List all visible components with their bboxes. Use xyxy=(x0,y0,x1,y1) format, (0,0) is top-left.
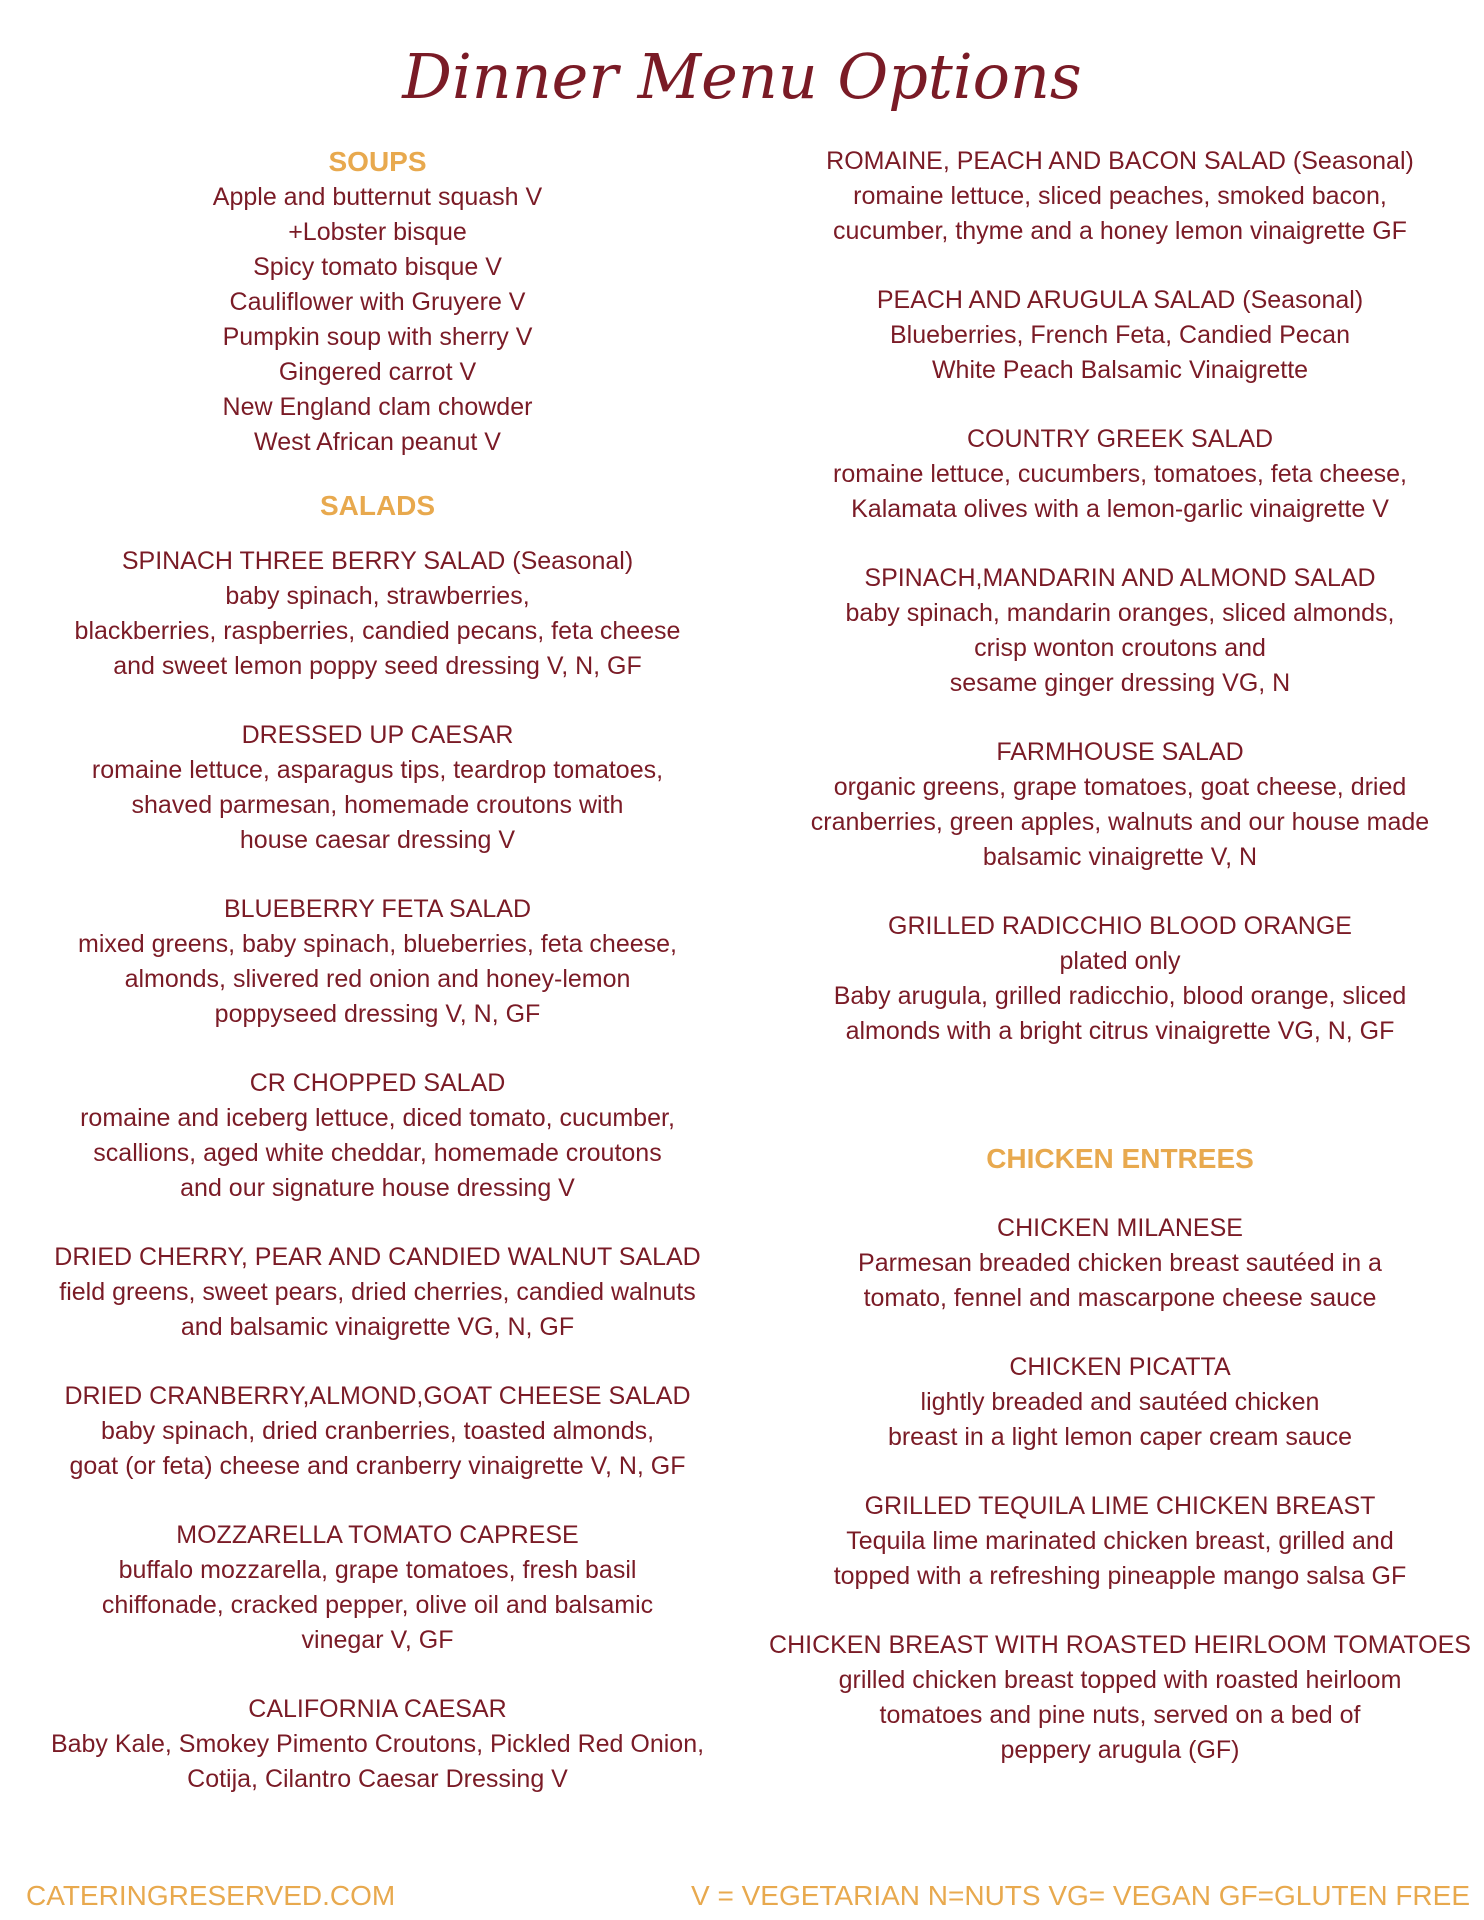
menu-item xyxy=(760,1628,1480,1768)
menu-item xyxy=(760,909,1480,1049)
soup-item: New England clam chowder xyxy=(222,393,533,421)
menu-item-description: blackberries, raspberries, candied pecans, feta cheese xyxy=(74,617,681,645)
salads-section xyxy=(10,488,745,1797)
menu-item-description: Cotija, Cilantro Caesar Dressing V xyxy=(187,1765,568,1793)
menu-item-description: Parmesan breaded chicken breast sautéed in a xyxy=(858,1249,1382,1277)
soup-item: +Lobster bisque xyxy=(288,218,467,246)
menu-item-description: sesame ginger dressing VG, N xyxy=(949,669,1291,697)
menu-item-description: romaine lettuce, asparagus tips, teardrop tomatoes, xyxy=(91,756,664,784)
menu-item-description: poppyseed dressing V, N, GF xyxy=(214,1000,541,1028)
menu-item-name: GRILLED TEQUILA LIME CHICKEN BREAST xyxy=(864,1492,1376,1520)
menu-item-description: topped with a refreshing pineapple mango salsa GF xyxy=(833,1562,1407,1590)
menu-item-name: MOZZARELLA TOMATO CAPRESE xyxy=(176,1521,579,1549)
menu-item-name: SPINACH THREE BERRY SALAD (Seasonal) xyxy=(121,547,634,575)
soup-item: Pumpkin soup with sherry V xyxy=(222,323,533,351)
soup-item: Spicy tomato bisque V xyxy=(253,253,502,281)
chicken-heading: CHICKEN ENTREES xyxy=(986,1143,1254,1174)
website-link[interactable]: CATERINGRESERVED.COM xyxy=(26,1880,396,1911)
menu-item-description: Kalamata olives with a lemon-garlic vinaigrette V xyxy=(851,495,1389,523)
menu-item-description: house caesar dressing V xyxy=(239,826,516,854)
menu-item xyxy=(10,544,745,684)
menu-item xyxy=(10,1518,745,1658)
menu-item xyxy=(760,1211,1480,1316)
salads-heading: SALADS xyxy=(319,490,436,521)
menu-item-description: field greens, sweet pears, dried cherries, candied walnuts xyxy=(59,1278,696,1306)
right-column xyxy=(760,144,1480,1802)
menu-item xyxy=(760,1489,1480,1594)
salads-left-list xyxy=(10,544,745,1797)
menu-item xyxy=(10,1379,745,1484)
menu-item-description: peppery arugula (GF) xyxy=(1000,1736,1240,1764)
menu-item-description: and our signature house dressing V xyxy=(180,1174,575,1202)
menu-item-name: CHICKEN MILANESE xyxy=(997,1214,1243,1242)
menu-item-description: chiffonade, cracked pepper, olive oil and balsamic xyxy=(101,1591,654,1619)
menu-item-name: CHICKEN BREAST WITH ROASTED HEIRLOOM TOMATOES xyxy=(769,1631,1471,1659)
soup-item: Gingered carrot V xyxy=(278,358,477,386)
menu-item-description: vinegar V, GF xyxy=(301,1626,454,1654)
menu-item-name: FARMHOUSE SALAD xyxy=(996,738,1244,766)
menu-item-name: BLUEBERRY FETA SALAD xyxy=(223,895,532,923)
menu-item-name: GRILLED RADICCHIO BLOOD ORANGE xyxy=(888,912,1352,940)
menu-item-name: DRIED CRANBERRY,ALMOND,GOAT CHEESE SALAD xyxy=(64,1382,691,1410)
soup-item: Cauliflower with Gruyere V xyxy=(229,288,526,316)
menu-item-description: tomatoes and pine nuts, served on a bed of xyxy=(879,1701,1361,1729)
menu-item-description: plated only xyxy=(1059,947,1181,975)
dietary-legend: V = VEGETARIAN N=NUTS VG= VEGAN GF=GLUTEN FREE xyxy=(691,1880,1470,1911)
menu-item-description: Tequila lime marinated chicken breast, grilled and xyxy=(846,1527,1394,1555)
menu-item-description: grilled chicken breast topped with roasted heirloom xyxy=(838,1666,1402,1694)
soups-list xyxy=(10,180,745,460)
menu-item-description: almonds with a bright citrus vinaigrette VG, N, GF xyxy=(845,1017,1395,1045)
menu-item-name: CALIFORNIA CAESAR xyxy=(248,1695,507,1723)
menu-item-description: mixed greens, baby spinach, blueberries, feta cheese, xyxy=(78,930,677,958)
menu-item-name: CHICKEN PICATTA xyxy=(1009,1353,1231,1381)
menu-item-description: and sweet lemon poppy seed dressing V, N, GF xyxy=(113,652,642,680)
menu-item-description: baby spinach, strawberries, xyxy=(225,582,530,610)
menu-item-description: crisp wonton croutons and xyxy=(974,634,1266,662)
menu-item-description: Baby arugula, grilled radicchio, blood orange, sliced xyxy=(833,982,1407,1010)
menu-item-description: breast in a light lemon caper cream sauce xyxy=(887,1423,1353,1451)
menu-item-description: scallions, aged white cheddar, homemade croutons xyxy=(93,1139,662,1167)
menu-item-description: goat (or feta) cheese and cranberry vinaigrette V, N, GF xyxy=(69,1452,686,1480)
menu-item-description: lightly breaded and sautéed chicken xyxy=(920,1388,1320,1416)
menu-item-description: Blueberries, French Feta, Candied Pecan xyxy=(890,321,1350,349)
soup-item: West African peanut V xyxy=(254,428,501,456)
menu-item xyxy=(760,144,1480,249)
soups-heading: SOUPS xyxy=(328,146,427,177)
chicken-list xyxy=(760,1211,1480,1768)
menu-item-description: White Peach Balsamic Vinaigrette xyxy=(931,356,1309,384)
chicken-section xyxy=(760,1141,1480,1768)
menu-item-name: SPINACH,MANDARIN AND ALMOND SALAD xyxy=(864,564,1376,592)
menu-item xyxy=(10,1066,745,1206)
page-title: Dinner Menu Options xyxy=(402,40,1082,113)
menu-item-description: romaine lettuce, cucumbers, tomatoes, feta cheese, xyxy=(833,460,1407,488)
menu-item-name: CR CHOPPED SALAD xyxy=(249,1069,506,1097)
menu-item-description: organic greens, grape tomatoes, goat cheese, dried xyxy=(833,773,1407,801)
menu-item xyxy=(760,422,1480,527)
soup-item: Apple and butternut squash V xyxy=(212,183,543,211)
salads-right-list xyxy=(760,144,1480,1049)
menu-item xyxy=(760,1350,1480,1455)
menu-item-description: baby spinach, dried cranberries, toasted almonds, xyxy=(100,1417,655,1445)
menu-item xyxy=(10,718,745,858)
menu-item-description: cucumber, thyme and a honey lemon vinaigrette GF xyxy=(833,217,1407,245)
menu-item-description: almonds, slivered red onion and honey-lemon xyxy=(124,965,631,993)
menu-item-description: romaine and iceberg lettuce, diced tomato, cucumber, xyxy=(80,1104,675,1132)
menu-item-name: DRESSED UP CAESAR xyxy=(241,721,514,749)
menu-item-description: buffalo mozzarella, grape tomatoes, fresh basil xyxy=(118,1556,637,1584)
menu-item-name: COUNTRY GREEK SALAD xyxy=(966,425,1274,453)
menu-item xyxy=(760,561,1480,701)
menu-item-description: tomato, fennel and mascarpone cheese sauce xyxy=(863,1284,1377,1312)
menu-item-description: baby spinach, mandarin oranges, sliced almonds, xyxy=(845,599,1395,627)
menu-item xyxy=(10,1240,745,1345)
left-column xyxy=(10,144,745,1831)
menu-item-description: Baby Kale, Smokey Pimento Croutons, Pickled Red Onion, xyxy=(50,1730,705,1758)
menu-item-description: balsamic vinaigrette V, N xyxy=(982,843,1258,871)
menu-item-description: romaine lettuce, sliced peaches, smoked bacon, xyxy=(853,182,1387,210)
menu-item xyxy=(760,735,1480,875)
menu-item-description: shaved parmesan, homemade croutons with xyxy=(131,791,624,819)
menu-item xyxy=(760,283,1480,388)
menu-item-description: and balsamic vinaigrette VG, N, GF xyxy=(180,1313,575,1341)
soups-section xyxy=(10,144,745,460)
menu-item xyxy=(10,892,745,1032)
menu-item-name: PEACH AND ARUGULA SALAD (Seasonal) xyxy=(876,286,1364,314)
menu-item-name: DRIED CHERRY, PEAR AND CANDIED WALNUT SALAD xyxy=(54,1243,701,1271)
menu-item-name: ROMAINE, PEACH AND BACON SALAD (Seasonal) xyxy=(826,147,1414,175)
menu-item xyxy=(10,1692,745,1797)
menu-item-description: cranberries, green apples, walnuts and our house made xyxy=(810,808,1430,836)
